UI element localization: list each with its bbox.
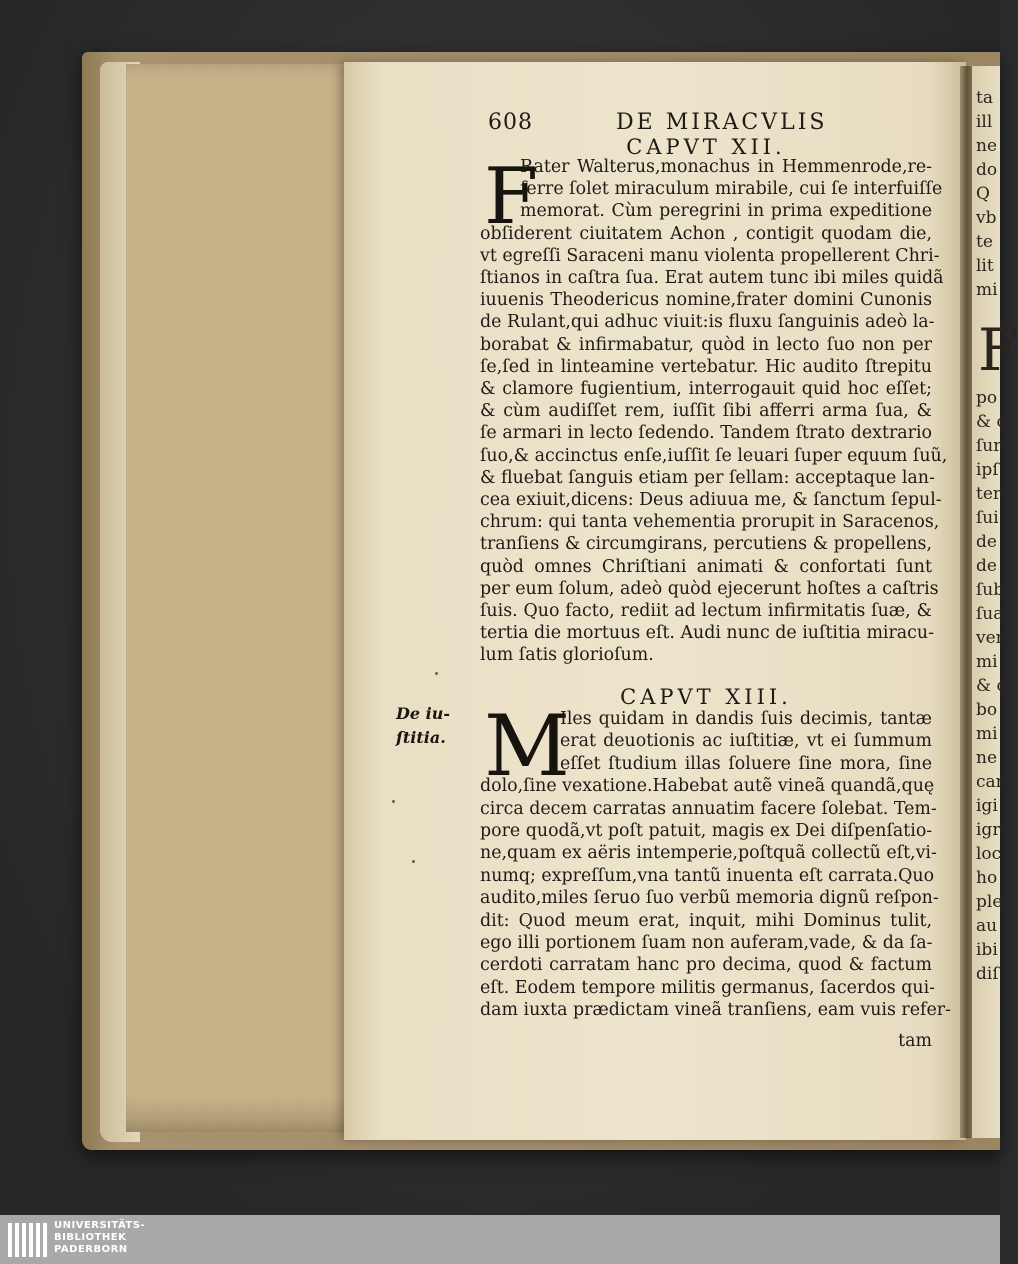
chapter-12-heading: CAPVT XII. bbox=[626, 135, 786, 159]
right-page-text-fragment: ho bbox=[976, 868, 998, 888]
library-logo-icon bbox=[8, 1223, 48, 1257]
right-page-text-fragment: au bbox=[976, 916, 998, 936]
right-page-text-fragment: mi bbox=[976, 652, 998, 672]
right-page-text-fragment: diſ bbox=[976, 964, 999, 984]
margin-note-line: De iu- bbox=[396, 704, 450, 723]
right-page-text-fragment: F bbox=[978, 316, 1018, 384]
right-page-text-fragment: ple bbox=[976, 892, 1003, 912]
text-line: eſt. Eodem tempore militis germanus, ſacerdos qui- bbox=[480, 977, 936, 998]
text-line: ſtianos in caſtra ſua. Erat autem tunc ibi miles quidã bbox=[480, 268, 944, 288]
library-name-line: PADERBORN bbox=[54, 1244, 128, 1255]
text-line: tertia die mortuus eſt. Audi nunc de iuſtitia miracu- bbox=[480, 623, 934, 644]
text-line: lum ſatis glorioſum. bbox=[480, 645, 654, 666]
right-page-text-fragment: ſub bbox=[976, 580, 1005, 600]
right-page-text-fragment: ſur bbox=[976, 436, 1002, 456]
text-line: dam iuxta prædictam vineã tranſiens, eam vuis refer- bbox=[480, 1000, 951, 1021]
right-page-text-fragment: ibi bbox=[976, 940, 998, 960]
text-line: erat deuotionis ac iuſtitiæ, vt ei ſummum bbox=[560, 731, 932, 752]
footer-bar bbox=[0, 1215, 1000, 1264]
right-page-text-fragment: ver bbox=[976, 628, 1004, 648]
right-page-text-fragment: de bbox=[976, 532, 997, 552]
page-number: 608 bbox=[488, 110, 533, 135]
margin-note bbox=[396, 702, 466, 750]
right-page-text-fragment: Q bbox=[976, 184, 990, 204]
right-page-text-fragment: ipſ bbox=[976, 460, 999, 480]
text-line: circa decem carratas annuatim facere ſolebat. Tem- bbox=[480, 798, 937, 819]
right-page-text-fragment: ne bbox=[976, 136, 998, 156]
text-line: numq; expreſſum,vna tantũ inuenta eſt carrata.Quo bbox=[480, 865, 935, 886]
right-page-text-fragment: ne bbox=[976, 748, 998, 768]
text-line: ego illi portionem ſuam non auferam,vade, & da ſa- bbox=[480, 933, 933, 953]
right-page-text-fragment: igi bbox=[976, 796, 998, 816]
right-page-text-fragment: bo bbox=[976, 700, 998, 720]
drop-cap-f: F bbox=[484, 152, 539, 242]
text-line: & clamore fugientium, interrogauit quid hoc eſſet; bbox=[480, 379, 932, 399]
text-line: obſiderent ciuitatem Achon , contigit quodam die, bbox=[480, 223, 932, 244]
right-page-text-fragment: car bbox=[976, 772, 1004, 792]
text-line: borabat & infirmabatur, quòd in lecto ſuo non per bbox=[480, 334, 932, 355]
text-line: quòd omnes Chriſtiani animati & confortati ſunt bbox=[480, 556, 932, 577]
text-line: de Rulant,qui adhuc viuit:is fluxu ſanguinis adeò la- bbox=[480, 312, 935, 333]
right-page-fragment bbox=[972, 66, 1018, 1138]
right-page-text-fragment: de bbox=[976, 556, 997, 576]
text-line: ferre ſolet miraculum mirabile, cui ſe interfuiſſe bbox=[520, 179, 943, 200]
text-line: tranſiens & circumgirans, percutiens & propellens, bbox=[480, 534, 933, 555]
right-page-text-fragment: do bbox=[976, 160, 998, 180]
text-line: Rater Walterus,monachus in Hemmenrode,re- bbox=[520, 157, 932, 177]
chapter-13-heading: CAPVT XIII. bbox=[620, 685, 792, 709]
library-name-line: UNIVERSITÄTS- bbox=[54, 1220, 146, 1231]
library-name bbox=[54, 1220, 145, 1256]
right-page-text-fragment: mi bbox=[976, 724, 998, 744]
text-line: pore quodã,vt poſt patuit, magis ex Dei diſpenſatio- bbox=[480, 821, 933, 841]
paper-speck bbox=[435, 672, 438, 675]
text-line: audito,miles ſeruo ſuo verbũ memoria dignũ reſpon- bbox=[480, 888, 939, 909]
text-line: memorat. Cùm peregrini in prima expeditione bbox=[520, 201, 932, 222]
text-line: cea exiuit,dicens: Deus adiuua me, & ſanctum ſepul- bbox=[480, 490, 942, 510]
right-page-text-fragment: vb bbox=[976, 208, 997, 228]
text-line: cerdoti carratam hanc pro decima, quod & factum bbox=[480, 955, 932, 976]
text-line: & cùm audiſſet rem, iuſſit ſibi afferri arma ſua, & bbox=[480, 401, 932, 422]
right-page-text-fragment: po bbox=[976, 388, 998, 408]
text-line: ſe armari in lecto ſedendo. Tandem ſtrato dextrario bbox=[480, 423, 932, 444]
right-page-text-fragment: ill bbox=[976, 112, 993, 132]
text-line: iuuenis Theodericus nomine,frater domini Cunonis bbox=[480, 290, 932, 311]
right-page-text-fragment: & c bbox=[976, 412, 1007, 432]
library-name-line: BIBLIOTHEK bbox=[54, 1232, 127, 1243]
text-line: eſſet ſtudium illas ſoluere ſine mora, ſine bbox=[560, 753, 932, 774]
paper-speck bbox=[392, 800, 395, 803]
right-page-text-fragment: mi bbox=[976, 280, 998, 300]
catchword: tam bbox=[898, 1031, 932, 1051]
right-page-text-fragment: te bbox=[976, 232, 993, 252]
running-title: DE MIRACVLIS bbox=[616, 110, 828, 135]
page-block-edges bbox=[126, 64, 358, 1132]
text-line: ne,quam ex aëris intemperie,poſtquã collectũ eſt,vi- bbox=[480, 843, 937, 864]
text-line: dit: Quod meum erat, inquit, mihi Dominus tulit, bbox=[480, 910, 932, 931]
text-line: & fluebat ſanguis etiam per ſellam: acceptaque lan- bbox=[480, 467, 935, 488]
right-page-text-fragment: loc bbox=[976, 844, 1002, 864]
text-line: vt egreſſi Saraceni manu violenta propellerent Chri- bbox=[480, 245, 940, 266]
right-page-text-fragment: igr bbox=[976, 820, 1001, 840]
right-page-text-fragment: ſua bbox=[976, 604, 1004, 624]
text-line: ſe,ſed in linteamine vertebatur. Hic audito ſtrepitu bbox=[480, 356, 932, 377]
text-line: Iles quidam in dandis ſuis decimis, tantæ bbox=[560, 709, 932, 729]
text-line: ſuo,& accinctus enſe,iuſſit ſe leuari ſuper equum ſuũ, bbox=[480, 445, 948, 466]
paper-speck bbox=[412, 860, 415, 863]
right-page-text-fragment: lit bbox=[976, 256, 994, 276]
margin-note-line: ſtitia. bbox=[396, 728, 446, 747]
text-line: ſuis. Quo facto, rediit ad lectum infirmitatis ſuæ, & bbox=[480, 601, 932, 621]
right-page-text-fragment: ſui bbox=[976, 508, 999, 528]
drop-cap-m: M bbox=[484, 697, 571, 795]
right-page-text-fragment: & c bbox=[976, 676, 1007, 696]
right-page-text-fragment: ta bbox=[976, 88, 993, 108]
text-line: dolo,ſine vexatione.Habebat autẽ vineã quandã,quę bbox=[480, 776, 935, 797]
text-line: per eum ſolum, adeò quòd ejecerunt hoſtes a caſtris bbox=[480, 578, 939, 599]
text-line: chrum: qui tanta vehementia prorupit in Saracenos, bbox=[480, 512, 940, 533]
right-page-text-fragment: ter bbox=[976, 484, 1002, 504]
